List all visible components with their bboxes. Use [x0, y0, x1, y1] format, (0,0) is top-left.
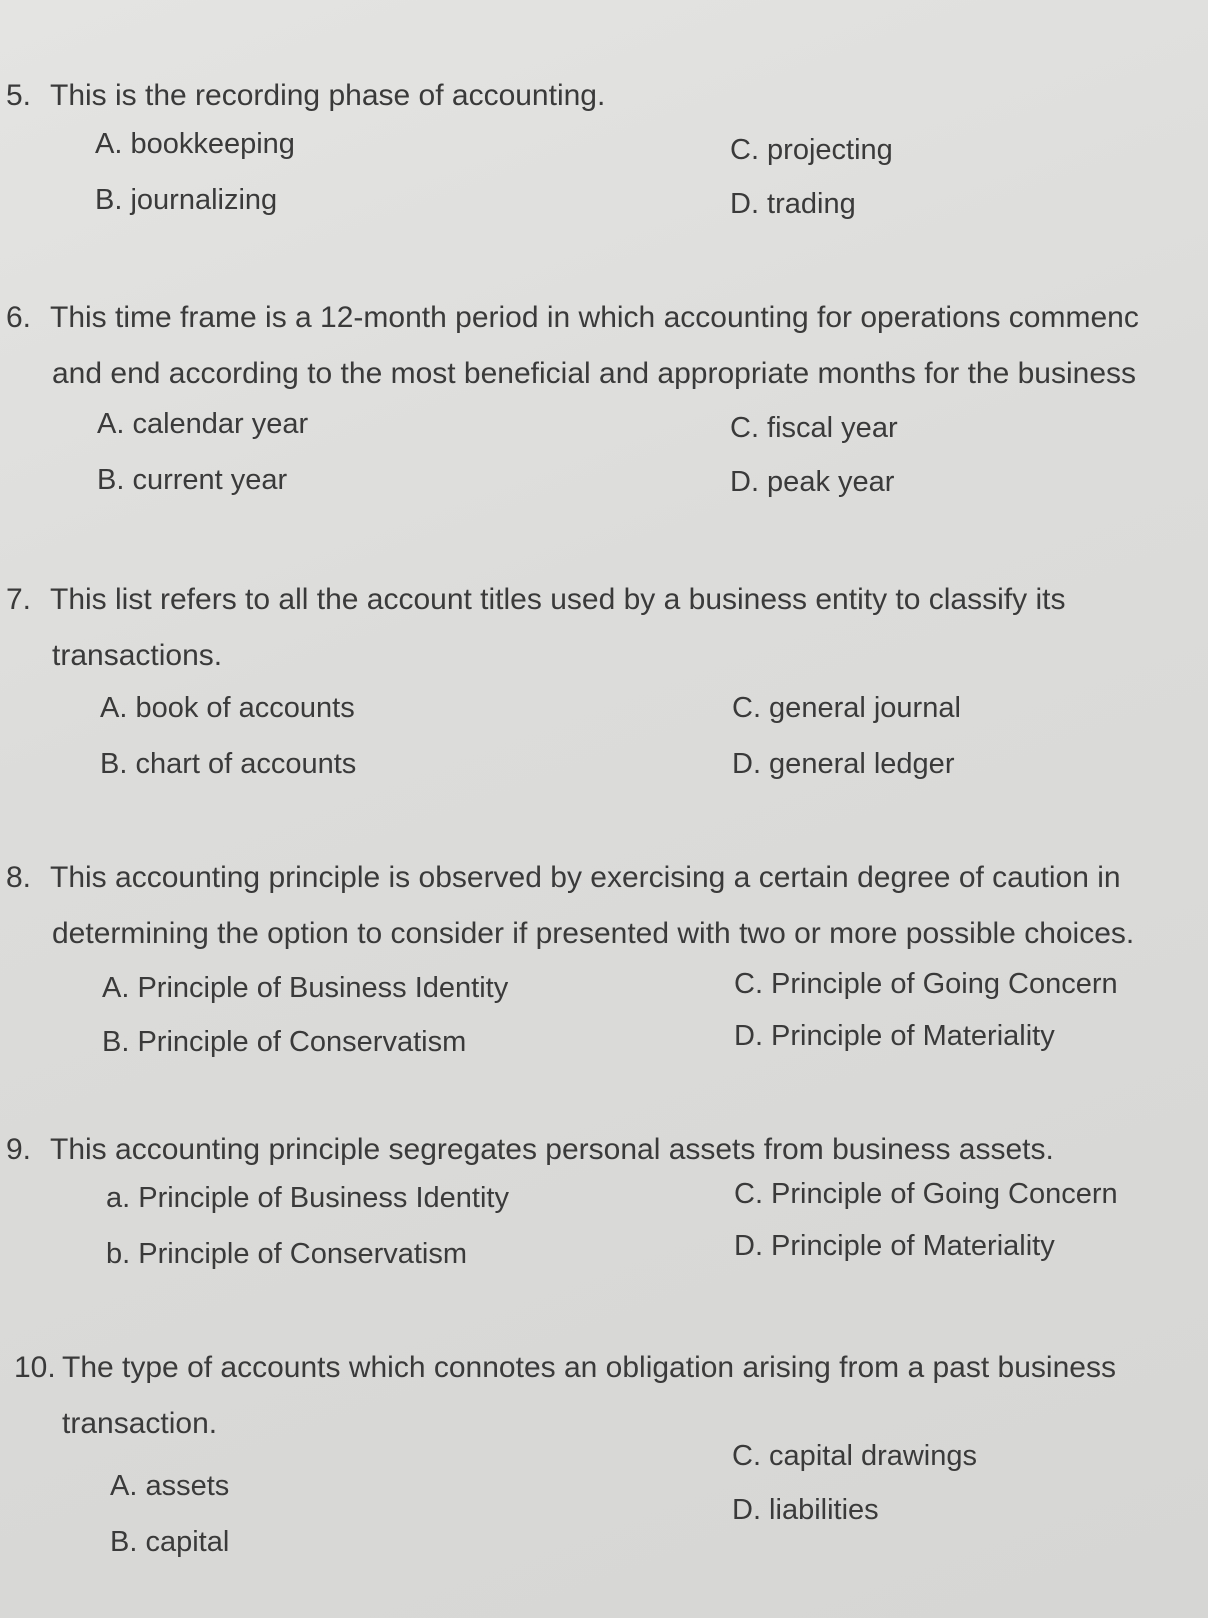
question-number: 6.	[6, 301, 32, 334]
question-stem-line: transaction.	[62, 1407, 218, 1440]
question-stem	[0, 290, 1208, 402]
question-stem	[0, 572, 1208, 684]
option-a[interactable]: A. assets	[110, 1470, 230, 1502]
option-b[interactable]: B. journalizing	[95, 184, 278, 216]
question-9	[0, 1122, 1208, 1270]
option-c[interactable]: C. Principle of Going Concern	[734, 968, 1118, 1000]
question-10	[0, 1340, 1208, 1558]
question-stem-line: This list refers to all the account titles used by a business entity to classify its	[50, 583, 1066, 616]
option-d[interactable]: D. Principle of Materiality	[734, 1020, 1055, 1052]
option-a[interactable]: A. bookkeeping	[95, 128, 295, 160]
question-stem	[0, 850, 1208, 962]
option-b[interactable]: B. current year	[97, 464, 288, 496]
option-a[interactable]: A. Principle of Business Identity	[102, 972, 509, 1004]
option-d[interactable]: D. Principle of Materiality	[734, 1230, 1055, 1262]
option-d[interactable]: D. general ledger	[732, 748, 955, 780]
question-stem-line: This is the recording phase of accounting.	[50, 79, 606, 112]
question-number: 7.	[6, 583, 32, 616]
option-a[interactable]: A. book of accounts	[100, 692, 355, 724]
question-stem-line: and end according to the most beneficial and appropriate months for the business	[52, 357, 1137, 390]
option-a[interactable]: A. calendar year	[97, 408, 309, 440]
question-stem-line: This accounting principle is observed by exercising a certain degree of caution in	[50, 861, 1121, 894]
question-5	[0, 68, 1208, 220]
question-stem-line: transactions.	[52, 639, 223, 672]
option-c[interactable]: C. Principle of Going Concern	[734, 1178, 1118, 1210]
option-c[interactable]: C. capital drawings	[732, 1440, 977, 1472]
option-b[interactable]: B. chart of accounts	[100, 748, 357, 780]
question-stem-line: This time frame is a 12-month period in which accounting for operations commenc	[50, 301, 1139, 334]
question-stem-line: This accounting principle segregates personal assets from business assets.	[50, 1133, 1054, 1166]
option-d[interactable]: D. trading	[730, 188, 856, 220]
question-7	[0, 572, 1208, 780]
option-b[interactable]: B. capital	[110, 1526, 230, 1558]
question-number: 8.	[6, 861, 32, 894]
option-c[interactable]: C. general journal	[732, 692, 961, 724]
question-6	[0, 290, 1208, 498]
question-number: 9.	[6, 1133, 32, 1166]
question-stem-line: determining the option to consider if presented with two or more possible choices.	[52, 917, 1135, 950]
question-number: 10.	[14, 1351, 56, 1384]
question-8	[0, 850, 1208, 1058]
option-c[interactable]: C. fiscal year	[730, 412, 898, 444]
option-a[interactable]: a. Principle of Business Identity	[106, 1182, 509, 1214]
option-b[interactable]: B. Principle of Conservatism	[102, 1026, 467, 1058]
option-d[interactable]: D. liabilities	[732, 1494, 879, 1526]
question-stem	[0, 1340, 1208, 1452]
question-stem	[0, 68, 1208, 124]
question-stem-line: The type of accounts which connotes an obligation arising from a past business	[62, 1351, 1116, 1384]
option-b[interactable]: b. Principle of Conservatism	[106, 1238, 468, 1270]
question-number: 5.	[6, 79, 32, 112]
option-d[interactable]: D. peak year	[730, 466, 895, 498]
question-stem	[0, 1122, 1208, 1178]
option-c[interactable]: C. projecting	[730, 134, 893, 166]
